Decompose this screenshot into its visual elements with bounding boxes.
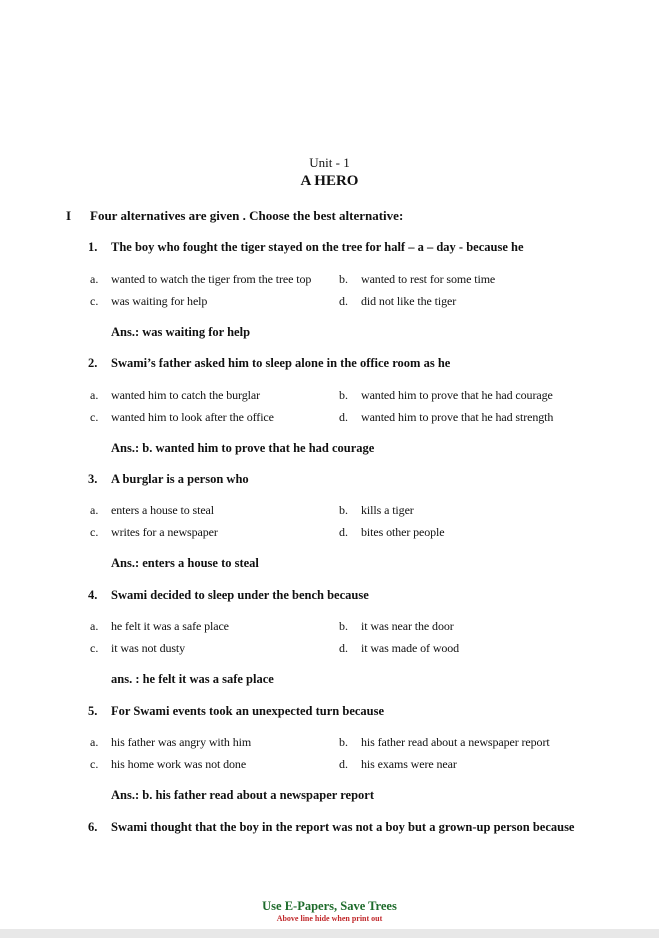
footer-note: Above line hide when print out [276,914,383,923]
answer-text: Ans.: b. wanted him to prove that he had courage [111,441,375,455]
option-text: enters a house to steal [111,503,214,517]
option-text: his father was angry with him [111,735,252,749]
option-text: his exams were near [361,757,457,771]
option-letter: a. [90,503,99,517]
option-letter: d. [339,525,348,539]
question-text: For Swami events took an unexpected turn because [111,704,385,718]
option-letter: c. [90,294,99,308]
question-text: A burglar is a person who [111,472,249,486]
option-text: wanted him to look after the office [111,410,274,424]
option-letter: a. [90,272,99,286]
option-text: his father read about a newspaper report [361,735,550,749]
option-letter: b. [339,503,348,517]
option-letter: a. [90,735,99,749]
option-letter: c. [90,757,99,771]
option-text: kills a tiger [361,503,414,517]
option-letter: b. [339,735,348,749]
option-letter: d. [339,757,348,771]
option-text: it was made of wood [361,641,460,655]
option-text: wanted him to catch the burglar [111,388,260,402]
option-text: did not like the tiger [361,294,457,308]
chapter-title: A HERO [300,173,359,189]
option-text: it was near the door [361,619,454,633]
option-letter: c. [90,641,99,655]
question-number: 3. [88,472,98,486]
option-text: was waiting for help [111,294,208,308]
question-number: 2. [88,356,98,370]
option-text: his home work was not done [111,757,247,771]
answer-text: Ans.: enters a house to steal [111,556,259,570]
option-letter: d. [339,641,348,655]
option-letter: b. [339,388,348,402]
option-text: wanted him to prove that he had strength [361,410,554,424]
section-number: I [66,208,72,223]
question-number: 4. [88,588,98,602]
option-letter: d. [339,410,348,424]
option-letter: a. [90,388,99,402]
question-text: Swami decided to sleep under the bench because [111,588,369,602]
option-letter: d. [339,294,348,308]
option-text: bites other people [361,525,445,539]
section-instruction: Four alternatives are given . Choose the best alternative: [90,208,404,223]
option-text: he felt it was a safe place [111,619,229,633]
unit-label: Unit - 1 [309,155,350,170]
question-number: 6. [88,820,98,834]
page-bottom-edge [0,929,659,938]
option-text: wanted to watch the tiger from the tree top [111,272,312,286]
option-letter: b. [339,272,348,286]
footer-slogan: Use E-Papers, Save Trees [262,899,397,913]
answer-text: ans. : he felt it was a safe place [111,672,274,686]
answer-text: Ans.: was waiting for help [111,325,251,339]
question-text: Swami’s father asked him to sleep alone in the office room as he [111,356,451,370]
option-letter: b. [339,619,348,633]
option-text: wanted to rest for some time [361,272,496,286]
option-text: wanted him to prove that he had courage [361,388,553,402]
question-number: 1. [88,240,98,254]
answer-text: Ans.: b. his father read about a newspaper report [111,788,374,802]
question-number: 5. [88,704,98,718]
question-text: Swami thought that the boy in the report was not a boy but a grown-up person because [111,820,575,834]
question-text: The boy who fought the tiger stayed on the tree for half – a – day - because he [111,240,524,254]
option-text: it was not dusty [111,641,186,655]
option-letter: a. [90,619,99,633]
option-text: writes for a newspaper [111,525,218,539]
option-letter: c. [90,525,99,539]
option-letter: c. [90,410,99,424]
